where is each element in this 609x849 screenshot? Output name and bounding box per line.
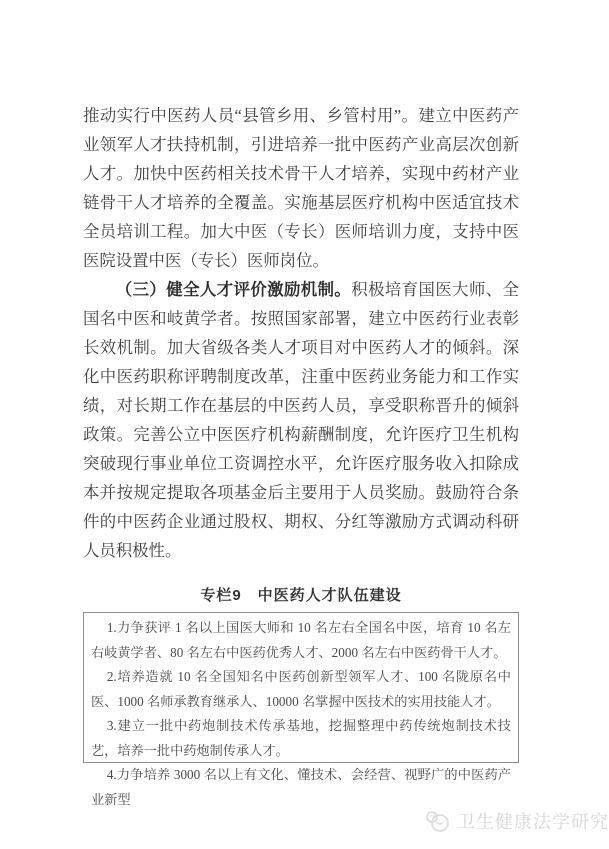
paragraph-continuation: 推动实行中医药人员“县管乡用、乡管村用”。建立中医药产业领军人才扶持机制，引进培养一批中医药产业高层次创新人才。加快中医药相关技术骨干人才培养，实现中药材产业链骨干人才培养的全覆盖。实施基层医疗机构中医适宜技术全员培训工程。加大中医（专长）医师培训力度，支持中医医院设置中医（专长）医师岗位。 [83,106,519,270]
section-heading-lead: （三）健全人才评价激励机制。 [115,280,352,299]
section-body-text: 积极培育国医大师、全国名中医和岐黄学者。按照国家部署，建立中医药行业表彰长效机制。加大省级各类人才项目对中医药人才的倾斜。深化中医药职称评聘制度改革，注重中医药业务能力和工作实绩，对长期工作在基层的中医药人员，享受职称晋升的倾斜政策。完善公立中医医疗机构薪酬制度，允许医疗卫生机构突破现行事业单位工资调控水平，允许医疗服务收入扣除成本并按规定提取各项基金后主要用于人员奖励。鼓励符合条件的中医药企业通过股权、期权、分红等激励方式调动科研人员积极性。 [83,280,520,560]
column-box-item-3: 3.建立一批中药炮制技术传承基地，挖掘整理中药传统炮制技术技艺，培养一批中药炮制传承人才。 [91,718,511,758]
watermark-text: 卫生健康法学研究 [457,812,609,832]
column-box-item-1: 1.力争获评 1 名以上国医大师和 10 名左右全国名中医，培育 10 名左右岐黄学者、80 名左右中医药优秀人才、2000 名左右中医药骨干人才。 [91,620,511,660]
column-box-item-2: 2.培养造就 10 名全国知名中医药创新型领军人才、100 名陇原名中医、1000 名师承教育继承人、10000 名掌握中医技术的实用技能人才。 [91,669,511,709]
watermark [424,808,609,834]
column-box-title: 专栏9 中医药人才队伍建设 [200,587,402,604]
watermark-logo-icon [424,809,452,833]
document-body [83,101,520,807]
column-box [83,612,519,807]
column-box-item-4: 4.力争培养 3000 名以上有文化、懂技术、会经营、视野广的中医药产业新型 [91,767,511,807]
paragraph-section-3 [83,275,519,565]
